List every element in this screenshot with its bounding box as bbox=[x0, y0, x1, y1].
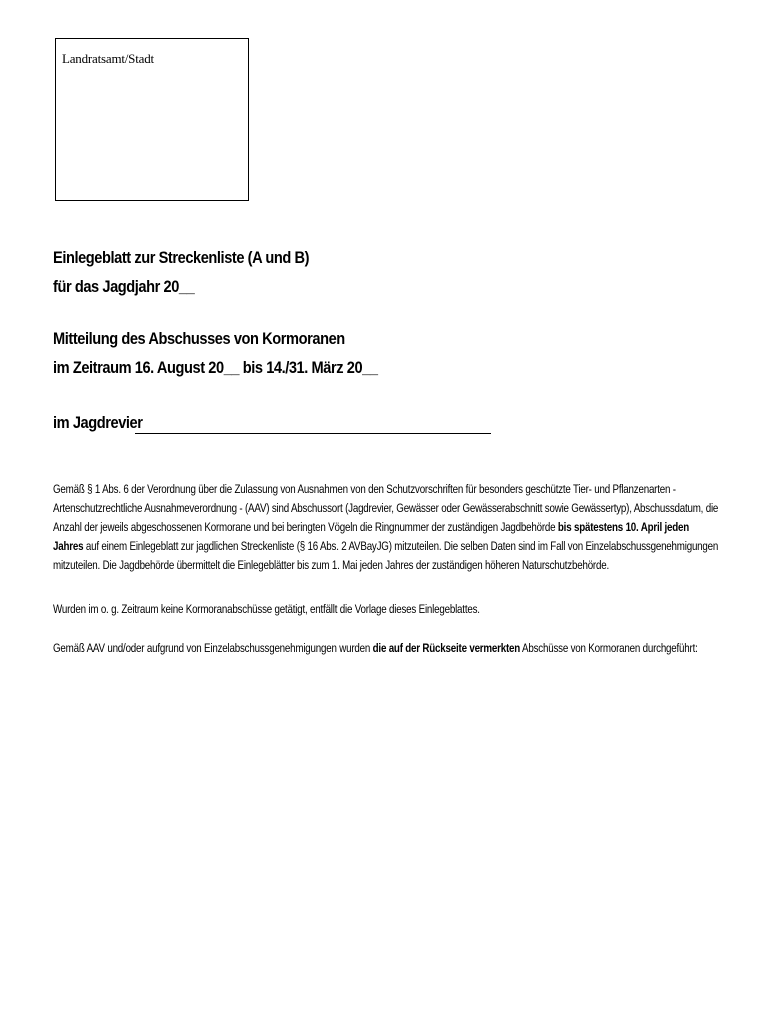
legal-line-5: mitzuteilen. Die Jagdbehörde übermittelt die Einlegeblätter bis zum 1. Mai jeden Jahres der zuständigen höheren Naturschutzbehörde. bbox=[53, 558, 609, 572]
authority-address-box bbox=[55, 38, 249, 201]
shots-statement-line bbox=[53, 639, 706, 658]
title-line-1: Einlegeblatt zur Streckenliste (A und B) bbox=[53, 248, 310, 267]
legal-line-3 bbox=[53, 518, 706, 537]
authority-label: Landratsamt/Stadt bbox=[62, 51, 154, 66]
no-shots-text: Wurden im o. g. Zeitraum keine Kormoranabschüsse getätigt, entfällt die Vorlage dieses Einlegeblattes. bbox=[53, 602, 480, 616]
hunting-ground-fill-line bbox=[135, 433, 491, 434]
deadline-emphasis: bis spätestens 10. April jeden bbox=[557, 520, 690, 534]
deadline-emphasis-cont: Jahres bbox=[53, 539, 84, 553]
title-line-2: für das Jagdjahr 20__ bbox=[53, 277, 195, 296]
subtitle-line-1: Mitteilung des Abschusses von Kormoranen bbox=[53, 329, 345, 348]
reverse-side-emphasis: die auf der Rückseite vermerkten bbox=[372, 641, 521, 655]
shots-after: Abschüsse von Kormoranen durchgeführt: bbox=[520, 641, 698, 655]
legal-line-2: Artenschutzrechtliche Ausnahmeverordnung - (AAV) sind Abschussort (Jagdrevier, Gewässer oder Gewässerabschnitt sowie Gewässertyp), Abschussdatum, die bbox=[53, 501, 719, 515]
legal-paragraph bbox=[53, 480, 719, 575]
no-shots-note bbox=[53, 600, 706, 619]
legal-line-3-text: Anzahl der jeweils abgeschossenen Kormorane und bei beringten Vögeln die Ringnummer der zuständigen Jagdbehörde bbox=[53, 520, 558, 534]
subtitle-line-2: im Zeitraum 16. August 20__ bis 14./31. März 20__ bbox=[53, 358, 378, 377]
shots-statement bbox=[53, 639, 706, 658]
legal-line-1: Gemäß § 1 Abs. 6 der Verordnung über die Zulassung von Ausnahmen von den Schutzvorschriften für besonders geschützte Tier- und Pflanzenarten - bbox=[53, 482, 676, 496]
legal-line-4-text: auf einem Einlegeblatt zur jagdlichen Streckenliste (§ 16 Abs. 2 AVBayJG) mitzuteilen. Die selben Daten sind im Fall von Einzelabschussgenehmigungen bbox=[83, 539, 719, 553]
shots-before: Gemäß AAV und/oder aufgrund von Einzelabschussgenehmigungen wurden bbox=[53, 641, 373, 655]
hunting-ground-label: im Jagdrevier bbox=[53, 413, 143, 432]
legal-line-4 bbox=[53, 537, 719, 556]
